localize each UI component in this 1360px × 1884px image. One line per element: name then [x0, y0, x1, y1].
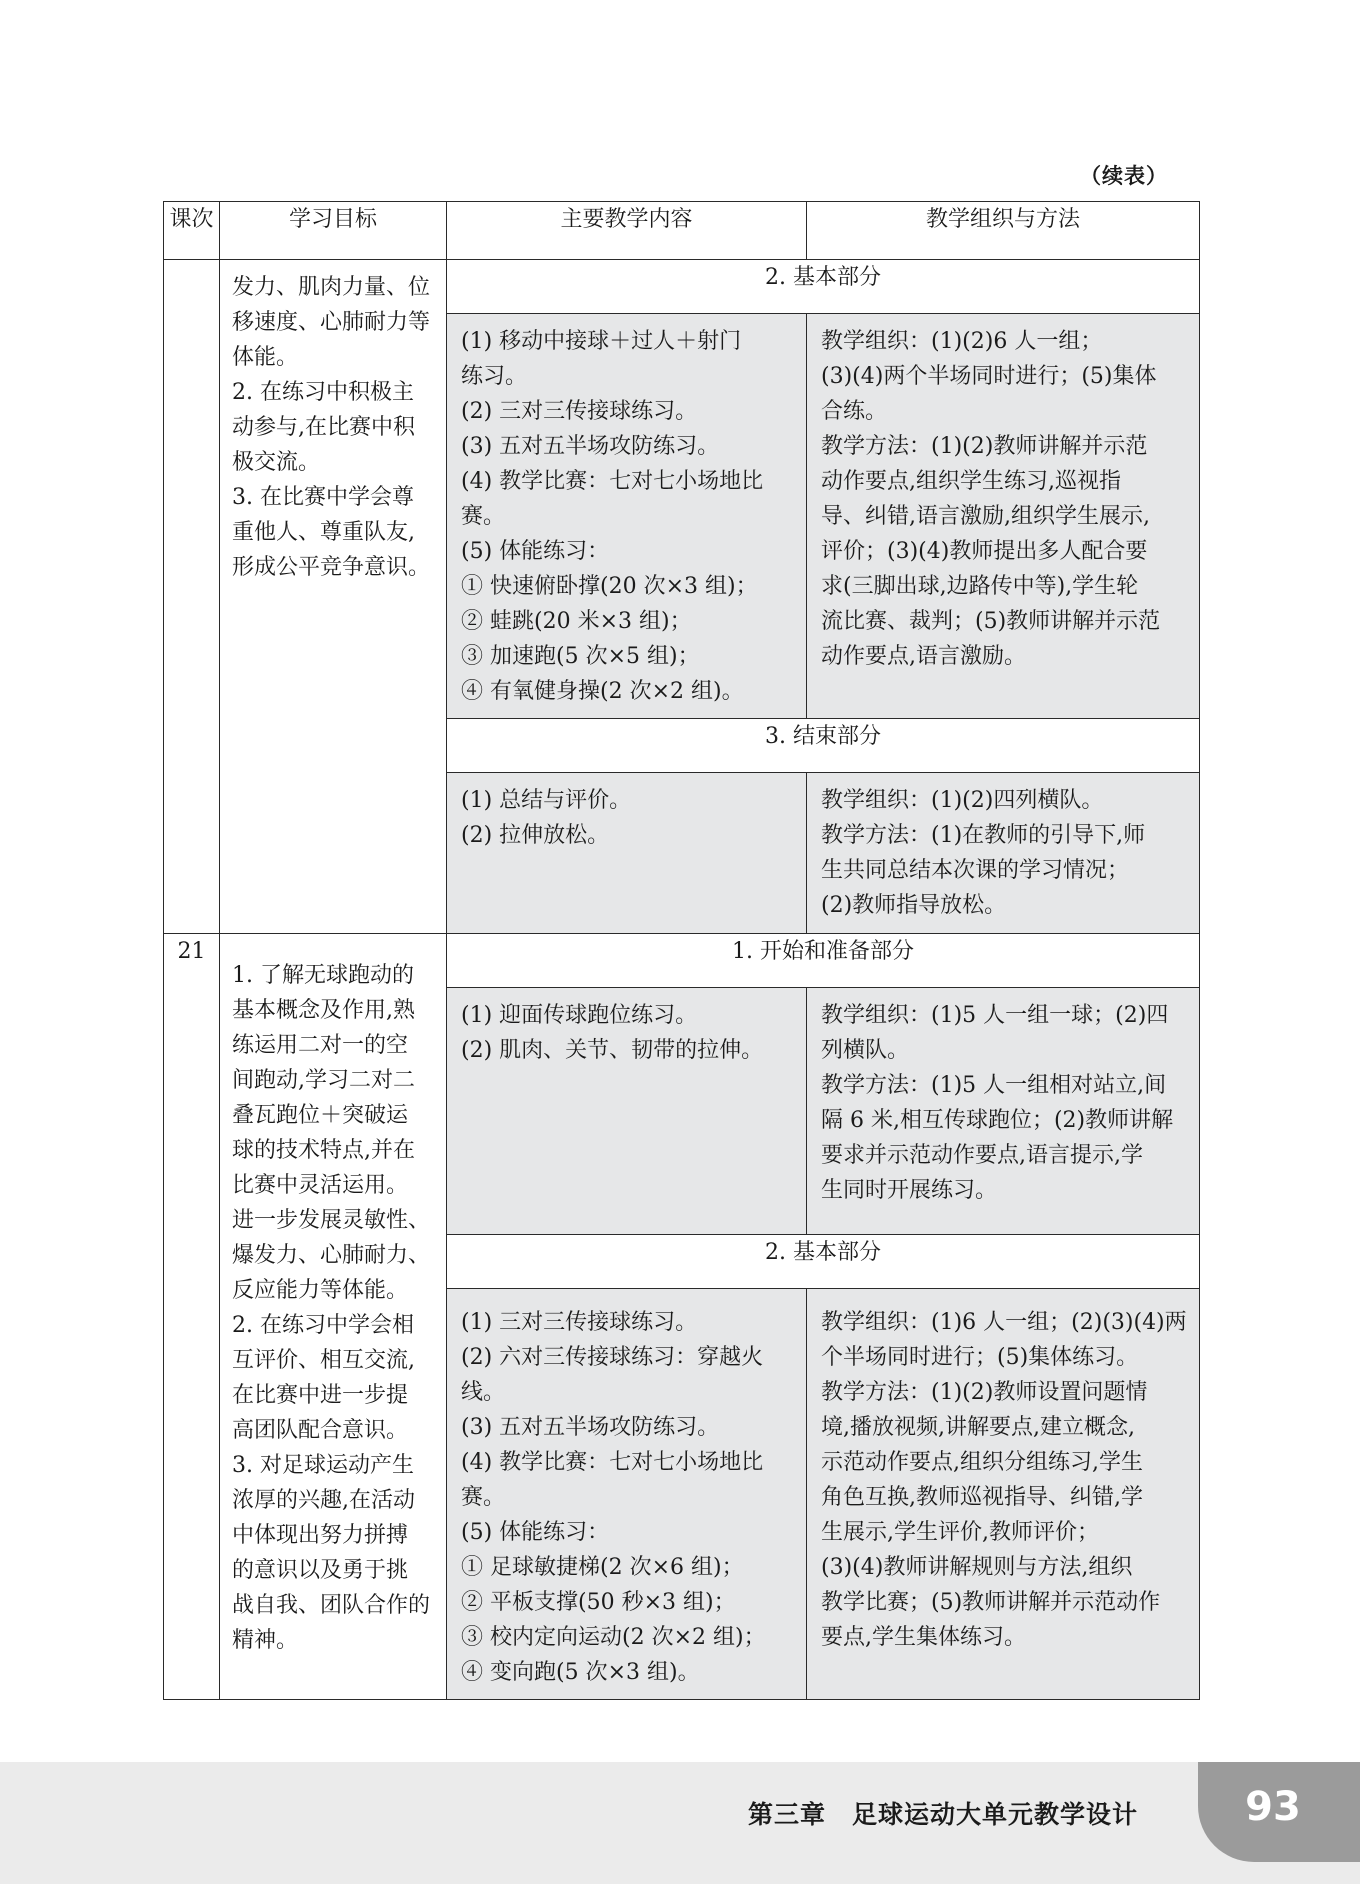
footer-band [0, 1762, 1360, 1884]
lesson-number-cell [164, 260, 220, 934]
text-line: 个半场同时进行；(5)集体练习。 [821, 1345, 1139, 1370]
text-line: 反应能力等体能。 [232, 1278, 409, 1303]
table-row [164, 934, 1200, 988]
text-line: ④ 变向跑(5 次×3 组)。 [461, 1660, 700, 1685]
text-line: (2)教师指导放松。 [821, 893, 1007, 918]
text-line: 极交流。 [232, 450, 321, 475]
text-line: 精神。 [232, 1628, 299, 1653]
text-line: (3) 五对五半场攻防练习。 [461, 434, 720, 459]
text-line: (3)(4)两个半场同时进行；(5)集体 [821, 364, 1157, 389]
text-line: (2) 六对三传接球练习：穿越火 [461, 1345, 764, 1370]
text-line: ② 平板支撑(50 秒×3 组)； [461, 1590, 736, 1615]
text-line: ③ 校内定向运动(2 次×2 组)； [461, 1625, 766, 1650]
text-line: 求(三脚出球,边路传中等),学生轮 [821, 574, 1139, 599]
text-line: 战自我、团队合作的 [232, 1593, 431, 1618]
text-line: (1) 总结与评价。 [461, 788, 632, 813]
text-line: 球的技术特点,并在 [232, 1138, 415, 1163]
lesson21-warmup-title: 1. 开始和准备部分 [447, 934, 1200, 988]
text-line: 移速度、心肺耐力等 [232, 310, 431, 335]
continued-label: （续表） [1080, 164, 1168, 188]
text-line: (2) 三对三传接球练习。 [461, 399, 698, 424]
text-line: 重他人、尊重队友, [232, 520, 415, 545]
text-line: 在比赛中进一步提 [232, 1383, 409, 1408]
lesson21-basic-content [447, 1289, 807, 1700]
text-line: 3. 在比赛中学会尊 [232, 485, 414, 510]
text-line: 中体现出努力拼搏 [232, 1523, 409, 1548]
text-line: ② 蛙跳(20 米×3 组)； [461, 609, 692, 634]
text-line: 线。 [461, 1380, 506, 1405]
text-line: 赛。 [461, 1485, 506, 1510]
text-line: ① 足球敏捷梯(2 次×6 组)； [461, 1555, 744, 1580]
text-line: 练习。 [461, 364, 528, 389]
text-line: (5) 体能练习： [461, 1520, 610, 1545]
lesson21-warmup-content [447, 988, 807, 1235]
text-line: (1) 迎面传球跑位练习。 [461, 1003, 698, 1028]
lesson20-basic-method [807, 314, 1200, 719]
text-line: (4) 教学比赛：七对七小场地比 [461, 1450, 764, 1475]
text-line: 教学组织：(1)6 人一组；(2)(3)(4)两 [821, 1310, 1187, 1335]
text-line: 形成公平竞争意识。 [232, 555, 431, 580]
lesson20-end-method [807, 773, 1200, 934]
text-line: 生同时开展练习。 [821, 1178, 998, 1203]
text-line: 教学比赛；(5)教师讲解并示范动作 [821, 1590, 1161, 1615]
text-line: 隔 6 米,相互传球跑位；(2)教师讲解 [821, 1108, 1174, 1133]
text-line: 爆发力、心肺耐力、 [232, 1243, 431, 1268]
text-line: 体能。 [232, 345, 299, 370]
text-line: 高团队配合意识。 [232, 1418, 409, 1443]
text-line: 教学组织：(1)(2)四列横队。 [821, 788, 1104, 813]
text-line: 浓厚的兴趣,在活动 [232, 1488, 415, 1513]
text-line: 教学组织：(1)(2)6 人一组； [821, 329, 1103, 354]
text-line: 动作要点,组织学生练习,巡视指 [821, 469, 1121, 494]
text-line: 示范动作要点,组织分组练习,学生 [821, 1450, 1143, 1475]
table-header-row [164, 202, 1200, 260]
text-line: 1. 了解无球跑动的 [232, 963, 414, 988]
lesson21-warmup-method [807, 988, 1200, 1235]
text-line: 境,播放视频,讲解要点,建立概念, [821, 1415, 1135, 1440]
text-line: 要求并示范动作要点,语言提示,学 [821, 1143, 1143, 1168]
text-line: 教学方法：(1)5 人一组相对站立,间 [821, 1073, 1167, 1098]
text-line: 发力、肌肉力量、位 [232, 275, 431, 300]
text-line: (4) 教学比赛：七对七小场地比 [461, 469, 764, 494]
text-line: 生共同总结本次课的学习情况； [821, 858, 1130, 883]
text-line: (3)(4)教师讲解规则与方法,组织 [821, 1555, 1133, 1580]
lesson21-number: 21 [164, 934, 220, 1700]
text-line: (3) 五对五半场攻防练习。 [461, 1415, 720, 1440]
text-line: 的意识以及勇于挑 [232, 1558, 409, 1583]
lesson20-end-content [447, 773, 807, 934]
text-line: (2) 肌肉、关节、韧带的拉伸。 [461, 1038, 764, 1063]
text-line: 教学方法：(1)(2)教师设置问题情 [821, 1380, 1148, 1405]
lesson20-end-title: 3. 结束部分 [447, 719, 1200, 773]
text-line: 导、纠错,语言激励,组织学生展示, [821, 504, 1150, 529]
text-line: 赛。 [461, 504, 506, 529]
text-line: (5) 体能练习： [461, 539, 610, 564]
text-line: 流比赛、裁判；(5)教师讲解并示范 [821, 609, 1161, 634]
lesson20-basic-content [447, 314, 807, 719]
text-line: 动参与,在比赛中积 [232, 415, 415, 440]
text-line: 2. 在练习中学会相 [232, 1313, 414, 1338]
lesson20-goals [220, 260, 447, 934]
text-line: 列横队。 [821, 1038, 910, 1063]
text-line: 动作要点,语言激励。 [821, 644, 1026, 669]
text-line: 练运用二对一的空 [232, 1033, 409, 1058]
text-line: 比赛中灵活运用。 [232, 1173, 409, 1198]
page-number: 93 [1245, 1784, 1301, 1830]
text-line: 间跑动,学习二对二 [232, 1068, 415, 1093]
text-line: 评价；(3)(4)教师提出多人配合要 [821, 539, 1148, 564]
table-row [164, 260, 1200, 314]
lesson-plan-table [163, 201, 1200, 1700]
text-line: ① 快速俯卧撑(20 次×3 组)； [461, 574, 758, 599]
text-line: (1) 三对三传接球练习。 [461, 1310, 698, 1335]
text-line: 生展示,学生评价,教师评价； [821, 1520, 1099, 1545]
text-line: 3. 对足球运动产生 [232, 1453, 414, 1478]
lesson21-goals [220, 934, 447, 1700]
lesson21-basic-title: 2. 基本部分 [447, 1235, 1200, 1289]
text-line: 互评价、相互交流, [232, 1348, 415, 1373]
text-line: ④ 有氧健身操(2 次×2 组)。 [461, 679, 744, 704]
text-line: 教学方法：(1)在教师的引导下,师 [821, 823, 1146, 848]
header-content: 主要教学内容 [447, 202, 807, 260]
text-line: 进一步发展灵敏性、 [232, 1208, 431, 1233]
header-method: 教学组织与方法 [807, 202, 1200, 260]
chapter-title: 第三章 足球运动大单元教学设计 [748, 1800, 1139, 1829]
text-line: 角色互换,教师巡视指导、纠错,学 [821, 1485, 1143, 1510]
text-line: 基本概念及作用,熟 [232, 998, 415, 1023]
text-line: 教学组织：(1)5 人一组一球；(2)四 [821, 1003, 1169, 1028]
text-line: 2. 在练习中积极主 [232, 380, 414, 405]
header-lesson: 课次 [164, 202, 220, 260]
header-goals: 学习目标 [220, 202, 447, 260]
lesson21-basic-method [807, 1289, 1200, 1700]
text-line: 叠瓦跑位＋突破运 [232, 1103, 409, 1128]
text-line: (1) 移动中接球＋过人＋射门 [461, 329, 742, 354]
text-line: 合练。 [821, 399, 888, 424]
lesson20-basic-title: 2. 基本部分 [447, 260, 1200, 314]
text-line: 要点,学生集体练习。 [821, 1625, 1026, 1650]
text-line: 教学方法：(1)(2)教师讲解并示范 [821, 434, 1148, 459]
text-line: (2) 拉伸放松。 [461, 823, 610, 848]
text-line: ③ 加速跑(5 次×5 组)； [461, 644, 700, 669]
